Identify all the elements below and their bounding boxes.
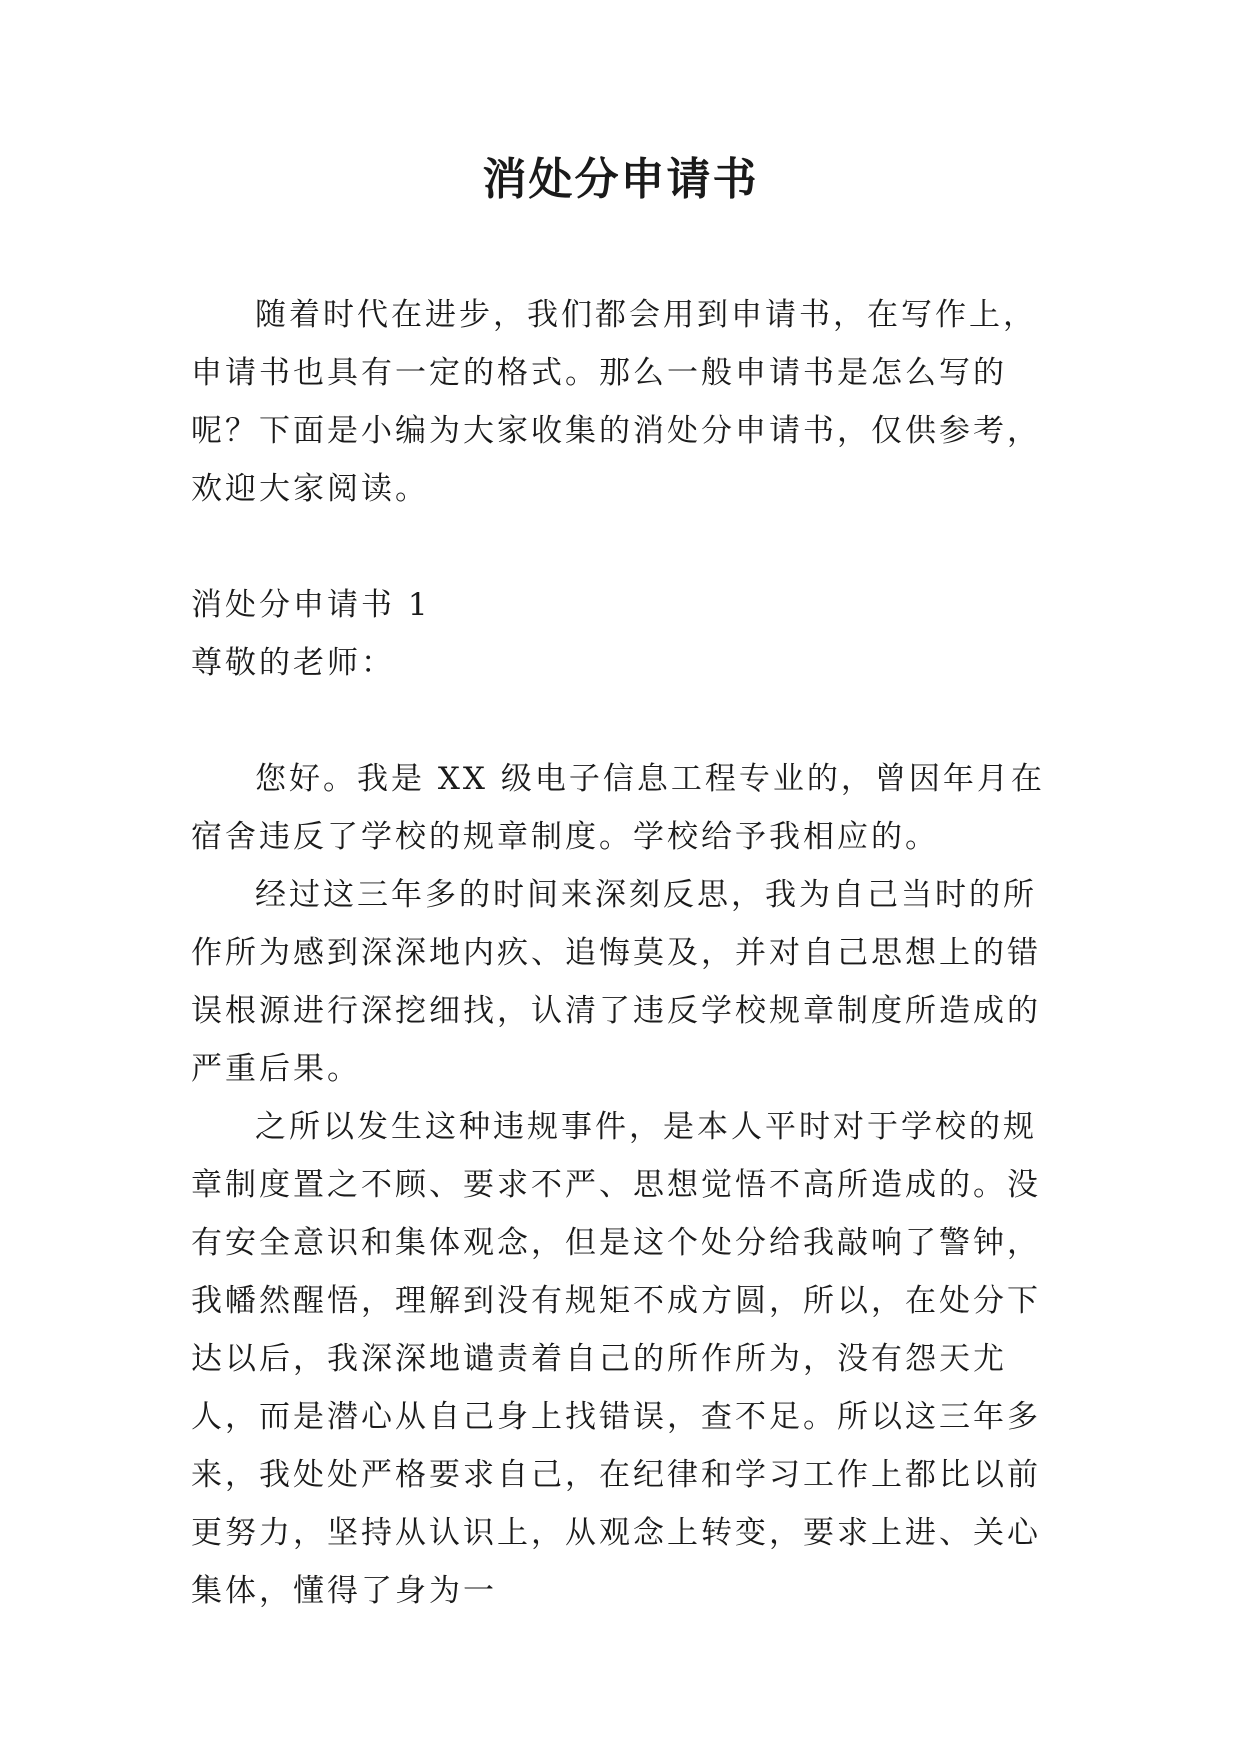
salutation: 尊敬的老师：	[191, 645, 395, 681]
body-paragraph: 之所以发生这种违规事件，是本人平时对于学校的规章制度置之不顾、要求不严、思想觉悟不高所造成的。没有安全意识和集体观念，但是这个处分给我敲响了警钟，我幡然醒悟，理解到没有规矩不成方圆，所以，在处分下达以后，我深深地谴责着自己的所作所为，没有怨天尤人，而是潜心从自己身上找错误，查不足。所以这三年多来，我处处严格要求自己，在纪律和学习工作上都比以前更努力，坚持从认识上，从观念上转变，要求上进、关心集体，懂得了身为一	[191, 1109, 1041, 1609]
body-paragraph: 经过这三年多的时间来深刻反思，我为自己当时的所作所为感到深深地内疚、追悔莫及，并对自己思想上的错误根源进行深挖细找，认清了违反学校规章制度所造成的严重后果。	[191, 877, 1041, 1087]
section-heading: 消处分申请书 1	[191, 587, 431, 623]
spacer	[191, 518, 1051, 576]
body-paragraph: 您好。我是 XX 级电子信息工程专业的，曾因年月在宿舍违反了学校的规章制度。学校给予我相应的。	[191, 761, 1045, 855]
intro-paragraph: 随着时代在进步，我们都会用到申请书，在写作上，申请书也具有一定的格式。那么一般申请书是怎么写的呢？下面是小编为大家收集的消处分申请书，仅供参考，欢迎大家阅读。	[191, 297, 1041, 507]
spacer	[191, 692, 1051, 750]
document-title: 消处分申请书	[482, 154, 759, 205]
document-body	[191, 286, 1051, 1620]
